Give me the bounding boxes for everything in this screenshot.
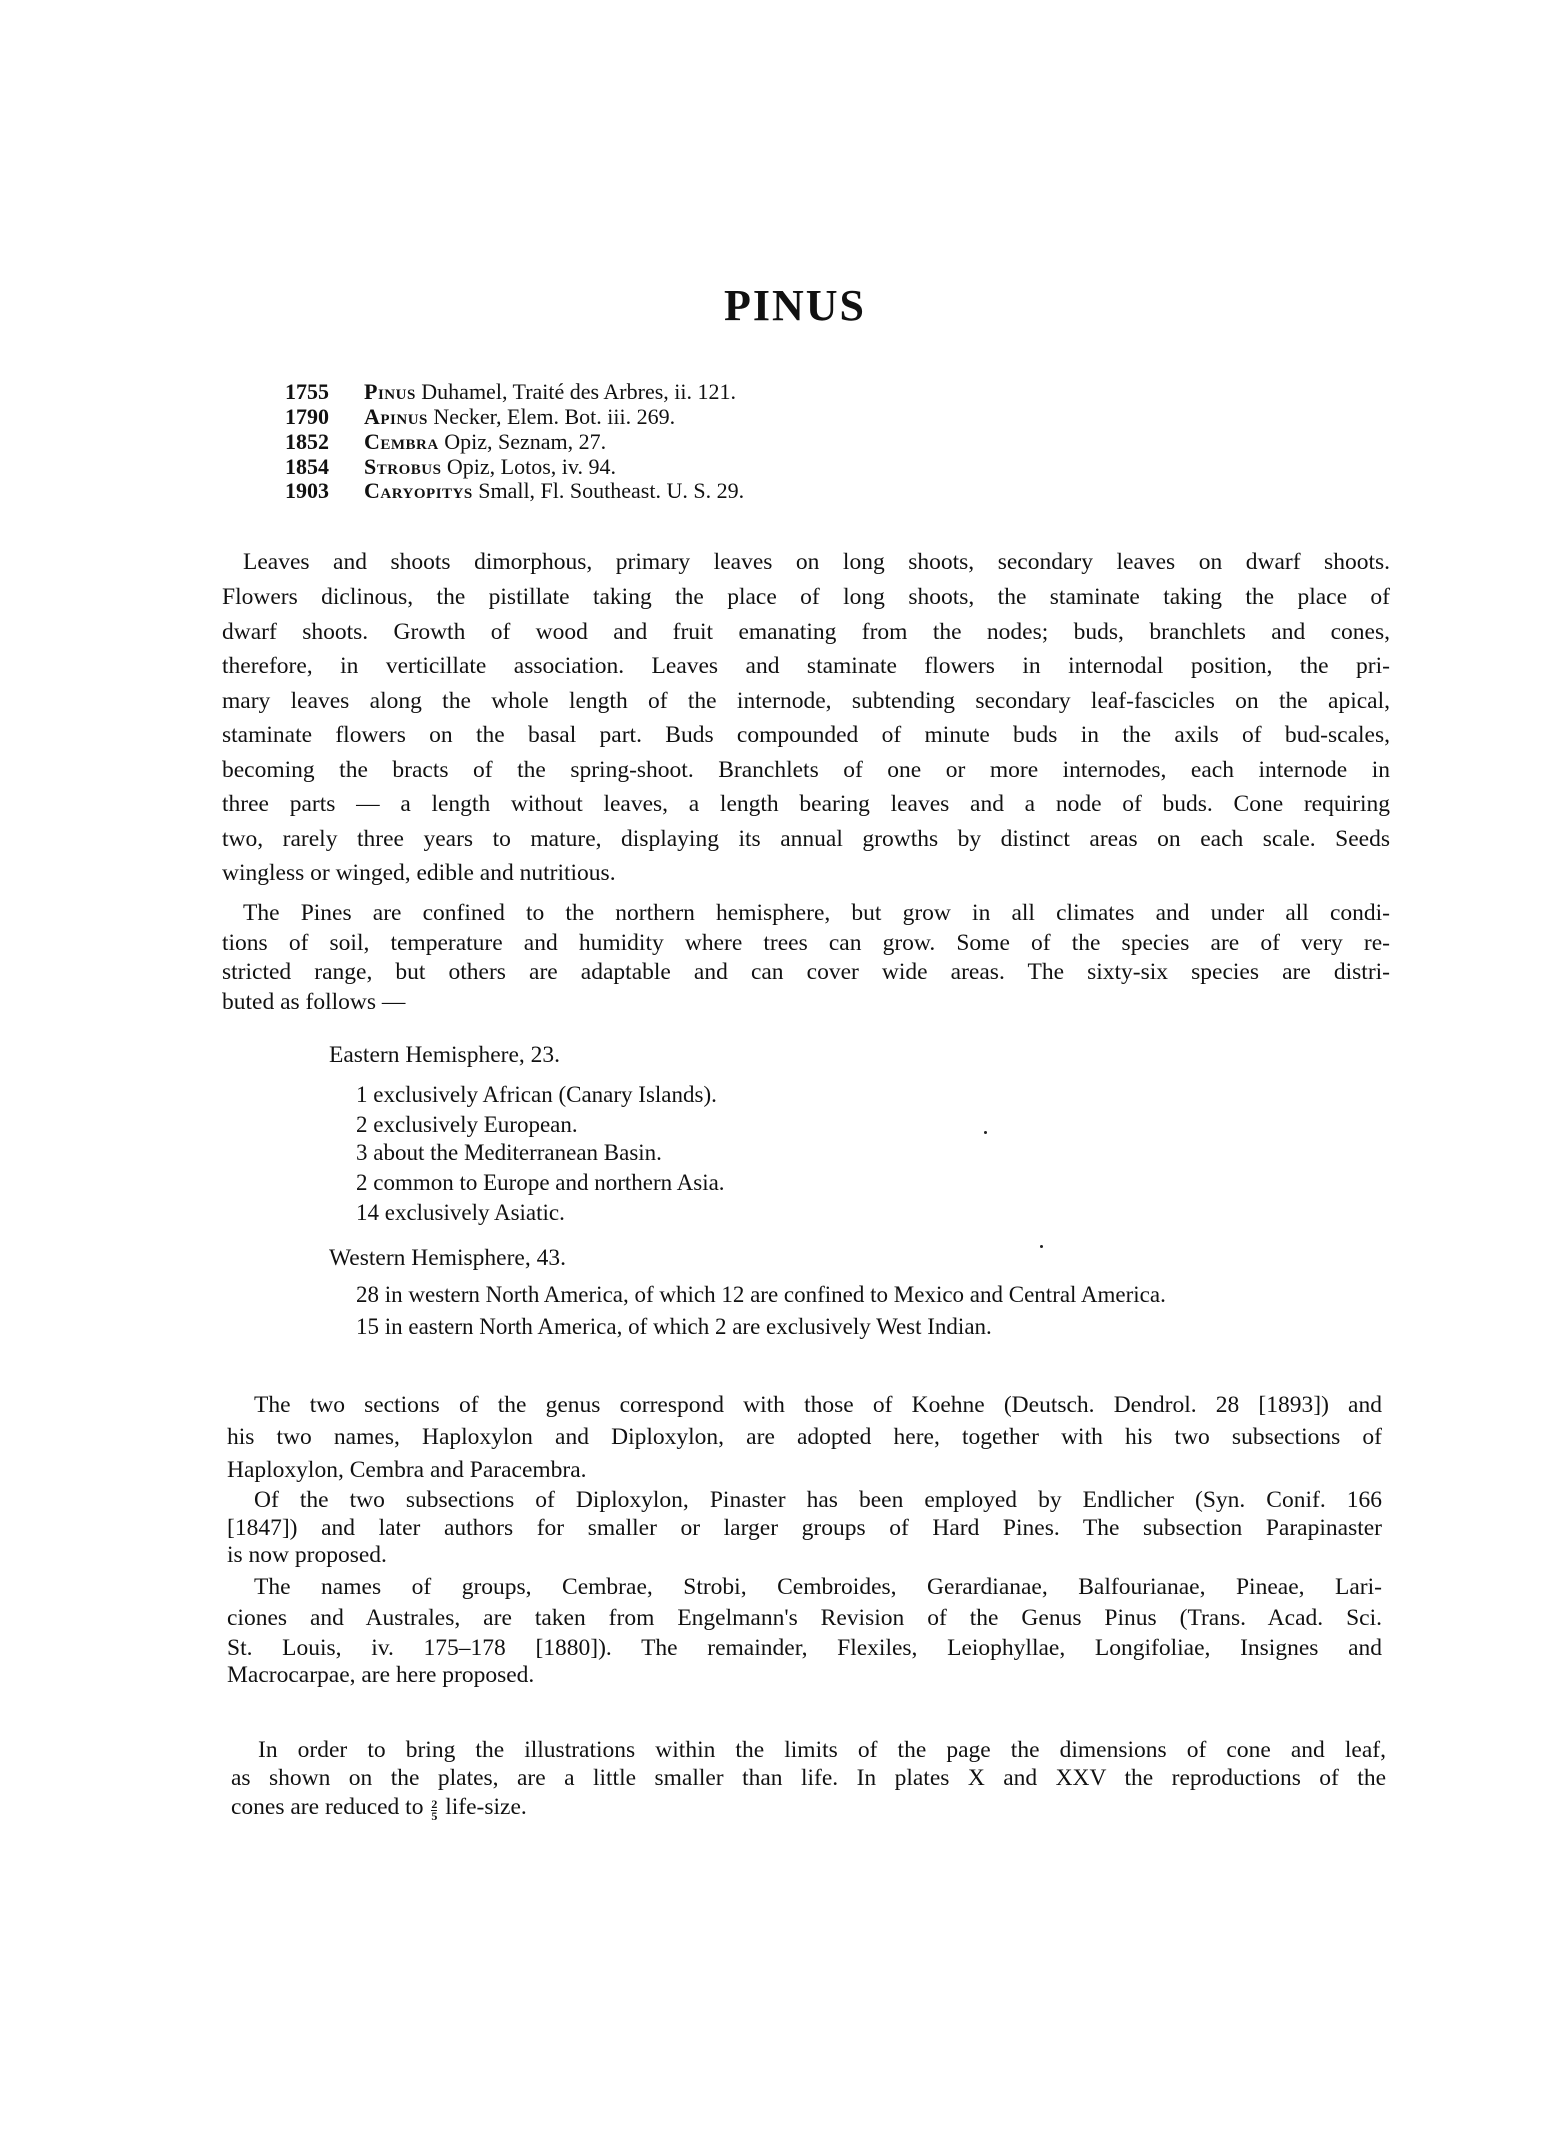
synonym-citation: Necker, Elem. Bot. iii. 269. bbox=[433, 404, 676, 429]
synonym-name: Pinus bbox=[364, 379, 416, 404]
synonym-year: 1790 bbox=[285, 404, 329, 429]
synonym-row bbox=[285, 479, 985, 503]
last-line-suffix: life-size. bbox=[445, 1794, 527, 1820]
synonym-name: Apinus bbox=[364, 404, 428, 429]
text-line: therefore, in verticillate association. Leaves and staminate flowers in internodal position, the pri- bbox=[222, 653, 1390, 679]
text-line: three parts — a length without leaves, a length bearing leaves and a node of buds. Cone requiring bbox=[222, 791, 1390, 817]
eastern-hemisphere-heading: Eastern Hemisphere, 23. bbox=[329, 1042, 561, 1068]
text-line: Haploxylon, Cembra and Paracembra. bbox=[227, 1457, 587, 1483]
distribution-item: 14 exclusively Asiatic. bbox=[356, 1200, 565, 1225]
western-hemisphere-heading: Western Hemisphere, 43. bbox=[329, 1245, 566, 1271]
text-line: staminate flowers on the basal part. Buds compounded of minute buds in the axils of bud-scales, bbox=[222, 722, 1390, 748]
synonym-row bbox=[285, 380, 985, 404]
text-line: Leaves and shoots dimorphous, primary leaves on long shoots, secondary leaves on dwarf shoots. bbox=[243, 549, 1390, 575]
text-line: [1847]) and later authors for smaller or larger groups of Hard Pines. The subsection Parapinaster bbox=[227, 1515, 1382, 1541]
synonym-entry bbox=[364, 455, 616, 479]
synonym-year: 1755 bbox=[285, 379, 329, 404]
text-line: is now proposed. bbox=[227, 1542, 387, 1568]
synonym-entry bbox=[364, 479, 744, 503]
last-line-prefix: cones are reduced to bbox=[231, 1794, 424, 1820]
synonym-citation: Small, Fl. Southeast. U. S. 29. bbox=[478, 478, 745, 503]
text-line: as shown on the plates, are a little smaller than life. In plates X and XXV the reproductions of the bbox=[231, 1765, 1386, 1791]
synonym-entry bbox=[364, 405, 675, 429]
fraction-numerator: 2 bbox=[431, 1797, 438, 1811]
page-title: PINUS bbox=[723, 281, 867, 330]
text-line: wingless or winged, edible and nutritious. bbox=[222, 860, 616, 886]
synonym-citation: Duhamel, Traité des Arbres, ii. 121. bbox=[421, 379, 736, 404]
text-line: Macrocarpae, are here proposed. bbox=[227, 1662, 535, 1688]
distribution-item: 1 exclusively African (Canary Islands). bbox=[356, 1082, 717, 1107]
text-line: The two sections of the genus correspond with those of Koehne (Deutsch. Dendrol. 28 [1893]) and bbox=[254, 1392, 1382, 1418]
text-line: buted as follows — bbox=[222, 989, 406, 1015]
synonym-entry bbox=[364, 380, 736, 404]
synonym-year: 1852 bbox=[285, 429, 329, 454]
synonym-year: 1854 bbox=[285, 454, 329, 479]
synonym-entry bbox=[364, 430, 606, 454]
text-line: ciones and Australes, are taken from Engelmann's Revision of the Genus Pinus (Trans. Acad. Sci. bbox=[227, 1605, 1382, 1631]
distribution-item: 15 in eastern North America, of which 2 are exclusively West Indian. bbox=[356, 1314, 992, 1339]
text-line-last bbox=[231, 1792, 1386, 1822]
text-line: becoming the bracts of the spring-shoot. Branchlets of one or more internodes, each internode in bbox=[222, 757, 1390, 783]
distribution-item: 2 exclusively European. bbox=[356, 1112, 578, 1137]
synonym-name: Caryopitys bbox=[364, 478, 473, 503]
distribution-item: 3 about the Mediterranean Basin. bbox=[356, 1140, 662, 1165]
synonym-row bbox=[285, 405, 985, 429]
synonym-name: Cembra bbox=[364, 429, 439, 454]
synonym-citation: Opiz, Seznam, 27. bbox=[444, 429, 607, 454]
distribution-item: 28 in western North America, of which 12 are confined to Mexico and Central America. bbox=[356, 1282, 1166, 1307]
synonym-row bbox=[285, 455, 985, 479]
scan-speck bbox=[984, 1131, 987, 1134]
scan-speck bbox=[1040, 1245, 1043, 1248]
fraction bbox=[431, 1799, 437, 1822]
text-line: tions of soil, temperature and humidity where trees can grow. Some of the species are of very re- bbox=[222, 930, 1390, 956]
text-line: dwarf shoots. Growth of wood and fruit emanating from the nodes; buds, branchlets and cones, bbox=[222, 619, 1390, 645]
text-line: In order to bring the illustrations within the limits of the page the dimensions of cone and leaf, bbox=[258, 1737, 1386, 1763]
text-line: Flowers diclinous, the pistillate taking the place of long shoots, the staminate taking the place of bbox=[222, 584, 1390, 610]
text-line: The Pines are confined to the northern hemisphere, but grow in all climates and under all condi- bbox=[243, 900, 1390, 926]
fraction-denominator: 5 bbox=[431, 1809, 438, 1823]
text-line: his two names, Haploxylon and Diploxylon, are adopted here, together with his two subsections of bbox=[227, 1424, 1382, 1450]
synonym-row bbox=[285, 430, 985, 454]
synonym-year: 1903 bbox=[285, 478, 329, 503]
text-line: St. Louis, iv. 175–178 [1880]). The remainder, Flexiles, Leiophyllae, Longifoliae, Insignes and bbox=[227, 1635, 1382, 1661]
text-line: mary leaves along the whole length of the internode, subtending secondary leaf-fascicles on the apical, bbox=[222, 688, 1390, 714]
synonym-name: Strobus bbox=[364, 454, 442, 479]
text-line: two, rarely three years to mature, displaying its annual growths by distinct areas on each scale. Seeds bbox=[222, 826, 1390, 852]
text-line: Of the two subsections of Diploxylon, Pinaster has been employed by Endlicher (Syn. Conif. 166 bbox=[254, 1487, 1382, 1513]
text-line: stricted range, but others are adaptable and can cover wide areas. The sixty-six species are distri- bbox=[222, 959, 1390, 985]
synonym-citation: Opiz, Lotos, iv. 94. bbox=[446, 454, 616, 479]
text-line: The names of groups, Cembrae, Strobi, Cembroides, Gerardianae, Balfourianae, Pineae, Lari- bbox=[254, 1574, 1382, 1600]
distribution-item: 2 common to Europe and northern Asia. bbox=[356, 1170, 725, 1195]
